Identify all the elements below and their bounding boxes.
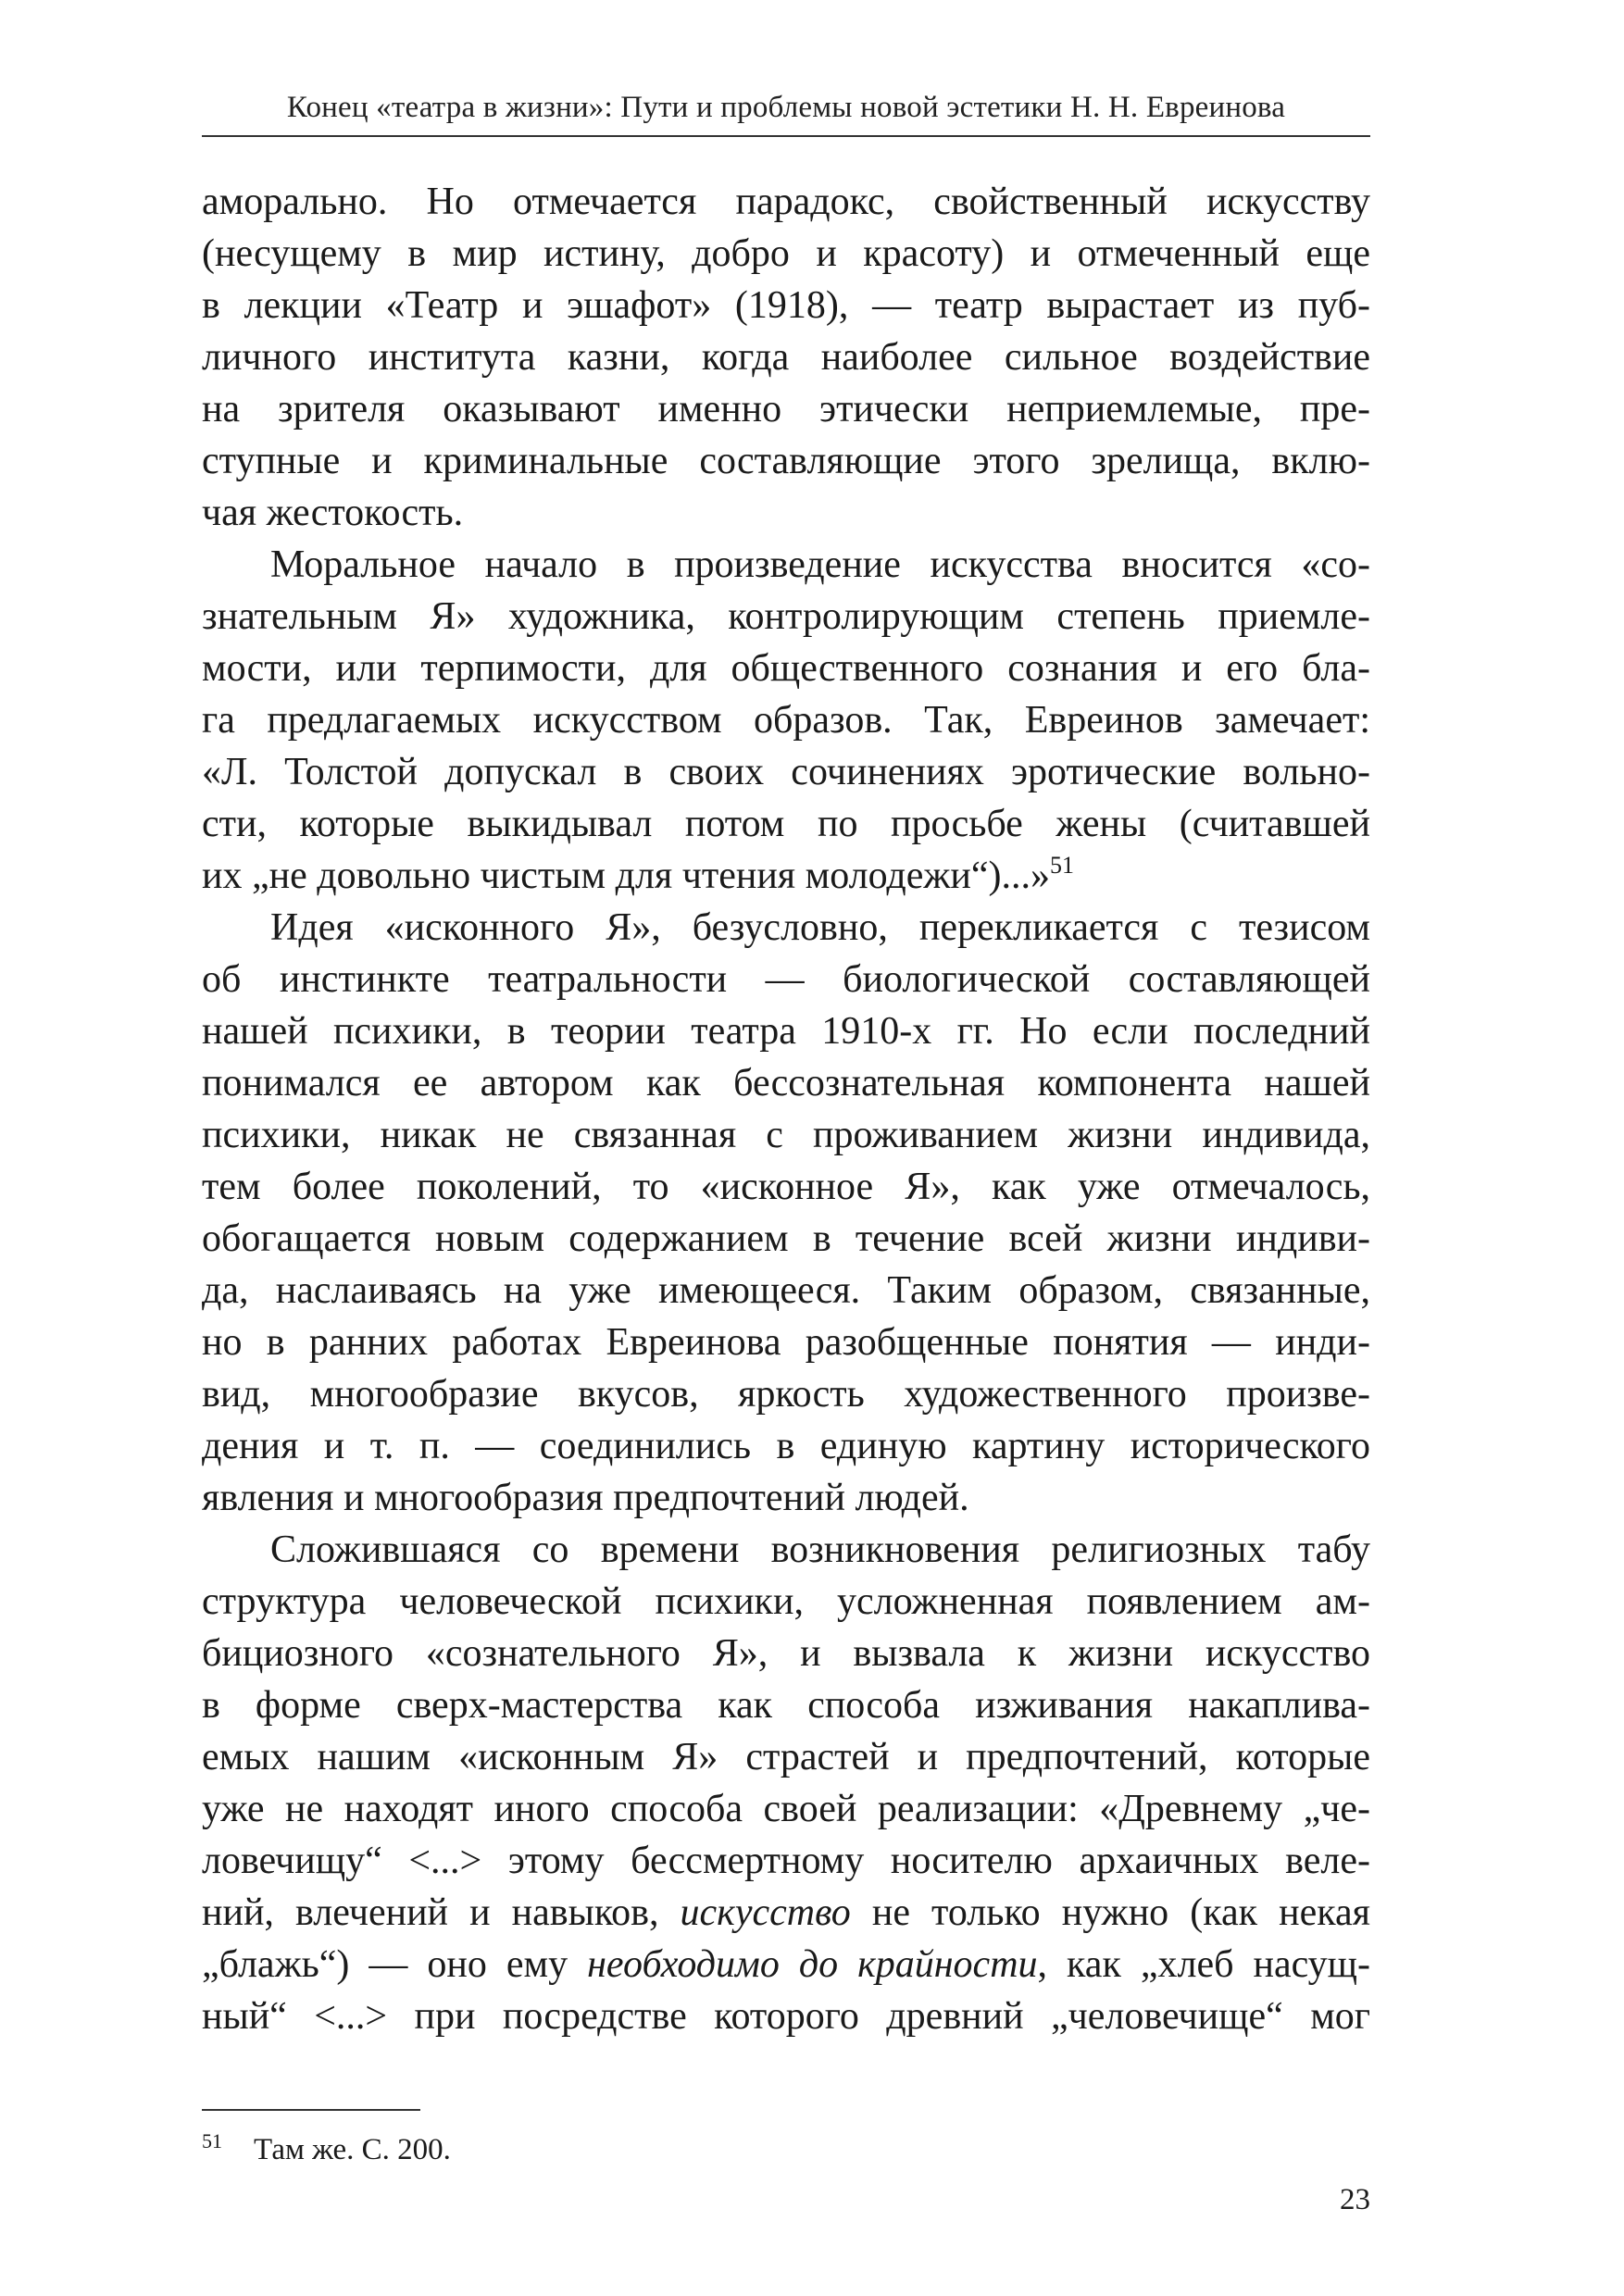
text-segment: в лекции «Театр и эшафот» (1918), — театр вырастает из пуб- xyxy=(202,284,1370,327)
text-segment: Моральное начало в произведение искусства вносится «со- xyxy=(270,543,1370,586)
text-segment: мости, или терпимости, для общественного сознания и его бла- xyxy=(202,647,1370,690)
text-line xyxy=(202,1628,1370,1679)
text-segment: явления и многообразия предпочтений людей. xyxy=(202,1477,969,1519)
footnote xyxy=(202,2129,451,2173)
text-line xyxy=(202,1576,1370,1628)
text-segment: обогащается новым содержанием в течение всей жизни индиви- xyxy=(202,1217,1370,1260)
text-line xyxy=(202,1835,1370,1887)
text-line xyxy=(202,228,1370,280)
text-segment: , как „хлеб насущ- xyxy=(1037,1943,1370,1986)
text-line xyxy=(202,1213,1370,1265)
text-segment: дения и т. п. — соединились в единую картину исторического xyxy=(202,1425,1370,1467)
italic-segment: необходимо до крайности xyxy=(587,1943,1038,1986)
text-line xyxy=(202,1472,1370,1524)
text-segment: на зрителя оказывают именно этически неприемлемые, пре- xyxy=(202,388,1370,430)
text-line xyxy=(202,435,1370,487)
text-line xyxy=(202,1783,1370,1835)
text-line xyxy=(202,1524,1370,1576)
text-line xyxy=(202,1679,1370,1731)
text-line xyxy=(202,539,1370,591)
text-line xyxy=(202,591,1370,643)
text-segment: ловечищу“ <...> этому бессмертному носителю архаичных веле- xyxy=(202,1840,1370,1882)
italic-segment: искусство xyxy=(680,1891,851,1934)
text-segment: ний, влечений и навыков, xyxy=(202,1891,681,1934)
text-line xyxy=(202,1005,1370,1057)
text-line xyxy=(202,487,1370,539)
text-segment: «Л. Толстой допускал в своих сочинениях эротические вольно- xyxy=(202,751,1370,793)
text-segment: чая жестокость. xyxy=(202,492,464,534)
text-line xyxy=(202,1887,1370,1939)
text-segment: Сложившаяся со времени возникновения религиозных табу xyxy=(270,1529,1370,1571)
text-segment: личного института казни, когда наиболее сильное воздействие xyxy=(202,336,1370,379)
footnote-rule xyxy=(202,2109,420,2111)
text-segment: (несущему в мир истину, добро и красоту) и отмеченный еще xyxy=(202,232,1370,275)
text-segment: но в ранних работах Евреинова разобщенные понятия — инди- xyxy=(202,1321,1370,1364)
text-segment: об инстинкте театральности — биологической составляющей xyxy=(202,958,1370,1001)
text-line xyxy=(202,643,1370,694)
text-line xyxy=(202,1368,1370,1420)
text-line xyxy=(202,383,1370,435)
text-line xyxy=(202,850,1370,902)
text-line xyxy=(202,1420,1370,1472)
body-text xyxy=(202,176,1370,2042)
text-line xyxy=(202,954,1370,1005)
text-line xyxy=(202,902,1370,954)
text-segment: их „не довольно чистым для чтения молодежи“)...» xyxy=(202,855,1051,897)
text-segment: „блажь“) — оно ему xyxy=(202,1943,588,1986)
text-segment: не только нужно (как некая xyxy=(850,1891,1370,1934)
text-line xyxy=(202,746,1370,798)
text-segment: да, наслаиваясь на уже имеющееся. Таким образом, связанные, xyxy=(202,1269,1370,1312)
text-line xyxy=(202,1109,1370,1161)
text-line xyxy=(202,280,1370,331)
running-head: Конец «театра в жизни»: Пути и проблемы новой эстетики Н. Н. Евреинова xyxy=(286,91,1286,124)
text-line xyxy=(202,176,1370,228)
text-segment: бициозного «сознательного Я», и вызвала к жизни искусство xyxy=(202,1632,1370,1675)
text-segment: в форме сверх-мастерства как способа изживания накаплива- xyxy=(202,1684,1370,1727)
text-line xyxy=(202,1316,1370,1368)
footnote-text: Там же. С. 200. xyxy=(254,2133,451,2166)
header-rule xyxy=(202,135,1370,137)
text-segment: ный“ <...> при посредстве которого древний „человечище“ мог xyxy=(202,1995,1370,2038)
text-line xyxy=(202,1990,1370,2042)
text-line xyxy=(202,798,1370,850)
text-segment: ступные и криминальные составляющие этого зрелища, вклю- xyxy=(202,440,1370,482)
footnote-number: 51 xyxy=(202,2129,222,2152)
text-line xyxy=(202,1161,1370,1213)
text-line xyxy=(202,694,1370,746)
text-segment: психики, никак не связанная с проживанием жизни индивида, xyxy=(202,1114,1370,1156)
text-segment: вид, многообразие вкусов, яркость художественного произве- xyxy=(202,1373,1370,1416)
footnote-reference: 51 xyxy=(1050,852,1075,879)
text-segment: уже не находят иного способа своей реализации: «Древнему „че- xyxy=(202,1788,1370,1830)
text-segment: знательным Я» художника, контролирующим степень приемле- xyxy=(202,595,1370,638)
text-segment: нашей психики, в теории театра 1910-х гг. Но если последний xyxy=(202,1010,1370,1053)
text-segment: га предлагаемых искусством образов. Так, Евреинов замечает: xyxy=(202,699,1370,742)
text-segment: понимался ее автором как бессознательная компонента нашей xyxy=(202,1062,1370,1104)
text-line xyxy=(202,1731,1370,1783)
page-number: 23 xyxy=(1340,2183,1370,2216)
text-segment: сти, которые выкидывал потом по просьбе жены (считавшей xyxy=(202,803,1370,845)
text-segment: тем более поколений, то «исконное Я», как уже отмечалось, xyxy=(202,1166,1370,1208)
text-line xyxy=(202,331,1370,383)
text-line xyxy=(202,1057,1370,1109)
text-segment: аморально. Но отмечается парадокс, свойственный искусству xyxy=(202,181,1370,223)
text-line xyxy=(202,1265,1370,1316)
text-segment: Идея «исконного Я», безусловно, перекликается с тезисом xyxy=(270,906,1370,949)
text-segment: структура человеческой психики, усложненная появлением ам- xyxy=(202,1580,1370,1623)
text-segment: емых нашим «исконным Я» страстей и предпочтений, которые xyxy=(202,1736,1370,1778)
text-line xyxy=(202,1939,1370,1990)
